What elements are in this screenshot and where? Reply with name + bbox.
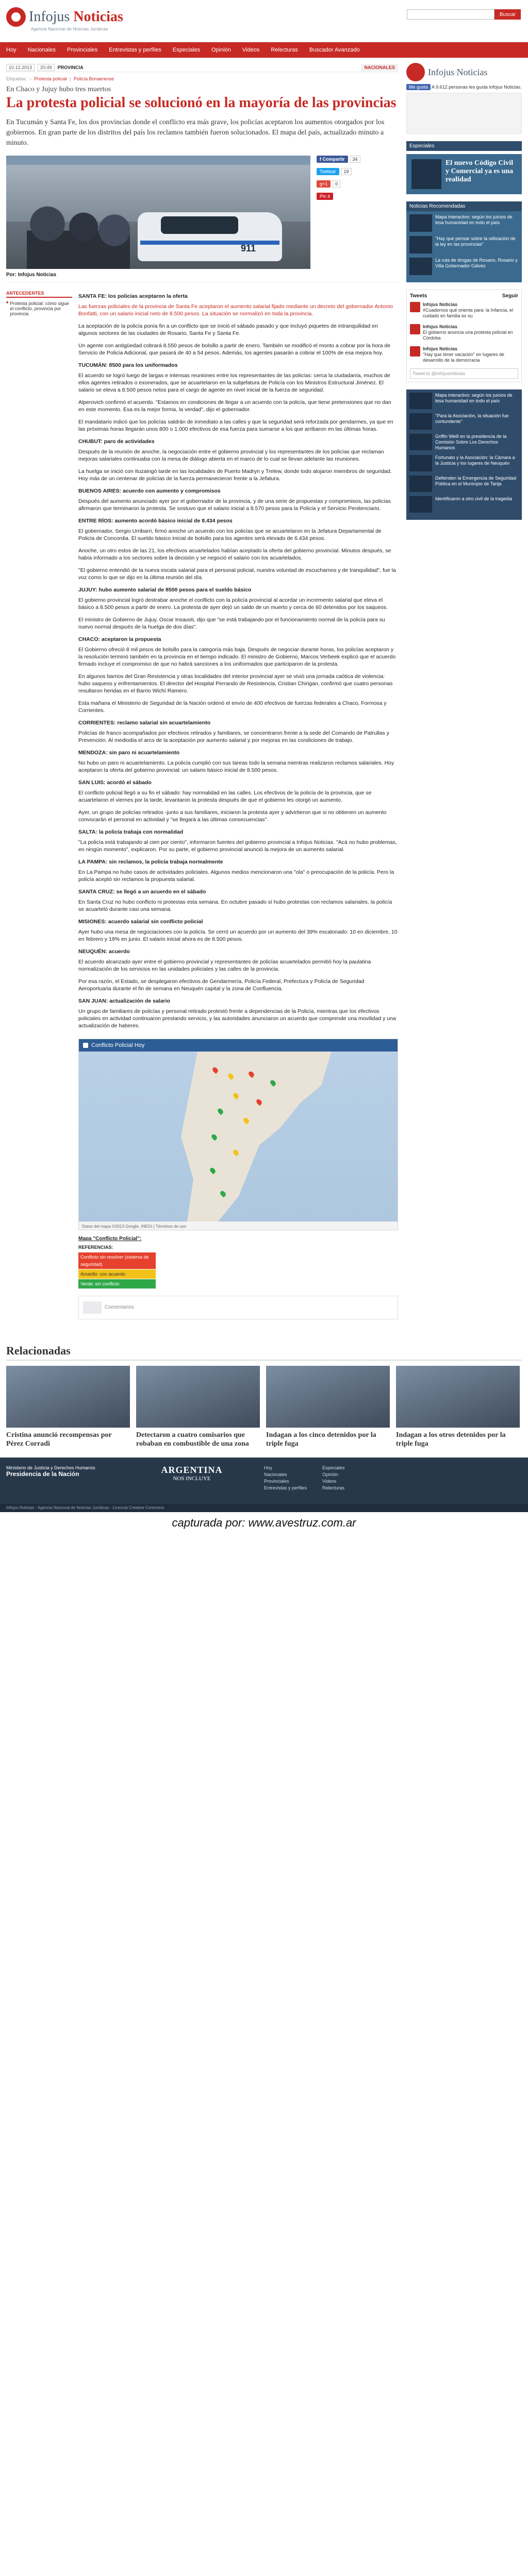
sidebar-news-item[interactable]: "Para la Asociación, la situación fue contundente": [409, 413, 519, 430]
like-text: A 9.612 personas les gusta Infojus Noticias.: [432, 84, 522, 90]
tag-link[interactable]: Protesta policial: [34, 76, 67, 81]
tweet[interactable]: Infojus Noticias #Cuadernos qué orienta para: la Infancia, el cuidado en familia es su: [410, 302, 518, 319]
logo-subtitle: Agencia Nacional de Noticias Jurídicas: [31, 27, 108, 31]
site-header: [0, 0, 528, 42]
article-subhead: JUJUY: hubo aumento salarial de 8500 pesos para el sueldo básico: [78, 587, 252, 593]
facebook-share-button[interactable]: f Compartir: [317, 156, 348, 163]
nav-item-videos[interactable]: Videos: [242, 47, 260, 53]
map-footer: Datos del mapa ©2013 Google, INEGI | Términos de uso: [79, 1222, 398, 1230]
recomendadas-list: [406, 211, 522, 282]
related-card[interactable]: Detectaron a cuatro comisarios que robaban en combustible de una zona: [136, 1366, 260, 1448]
tweets-heading: Tweets: [410, 293, 427, 299]
recomendada-item[interactable]: La ruta de drogas de Rosario, Rosario y Villa Gobernador Gálvez: [409, 258, 519, 275]
site-logo[interactable]: [6, 7, 123, 27]
article-subhead: SAN LUIS: acordó el sábado: [78, 779, 152, 786]
article-paragraph: Después del aumento anunciado ayer por el gobernador de la provincia, y de una serie de propuestas y compromisos, las policías afirmaron que terminaron la protesta. Se sostuvo que el salario inicial a 8.570 pesos para la Policía y el Servicio Penitenciario.: [78, 498, 391, 512]
article-paragraph: El Gobierno ofreció 8 mil pesos de bolsillo para la categoría más baja. Después de negociar durante horas, los policías aceptaron y la resolución terminó también en la provincia en el tiempo indicado. El ministro de Gobierno, Marcos Verbeek explicó que el acuerdo firmado incluye el compromiso de que no habrá sanciones a los uniformados que participaron de la protesta.: [78, 647, 396, 667]
article-time: 20:49: [38, 64, 55, 71]
related-image: [266, 1366, 390, 1428]
especiales-heading: Especiales: [406, 141, 522, 151]
article-body-row: [6, 291, 398, 1330]
sidebar-brand-name: Infojus Noticias: [428, 67, 488, 77]
facebook-like: [406, 84, 522, 90]
article-paragraph: "El gobierno entendió de la nueva escala salarial para el personal policial, nuestra voluntad de escucharnos y de tranquilidad", fue la voz como lo que se dijo en la última reunión del día.: [78, 567, 396, 581]
article-subhead: LA PAMPA: sin reclamos, la policía trabaja normalmente: [78, 859, 223, 865]
recomendada-thumb: [409, 236, 432, 253]
search-input[interactable]: [407, 9, 494, 20]
gplus-count: 0: [333, 180, 340, 188]
article-paragraph[interactable]: Las fuerzas policiales de la provincia de Santa Fe aceptaron el aumento salarial fijado mediante un decreto del gobernador Antonio Bonfatti, con un salario inicial neto de 8.500 pesos. La situación se normalizó en toda la provincia.: [78, 303, 393, 317]
legend-item-yellow: Amarillo: con acuerdo: [78, 1269, 156, 1279]
tweet-avatar: [410, 346, 420, 357]
footer-ministry-name: Ministerio de Justicia y Derechos Humanos: [6, 1465, 95, 1470]
recomendadas-heading: Noticias Recomendadas: [406, 201, 522, 211]
map-title: Conflicto Policial Hoy: [91, 1042, 145, 1048]
article-paragraph: La huelga se inició con Ituzaingó tarde en las localidades de Puerto Madryn y Trelew, donde todo alojaron miembros de seguridad. Hoy más de un centenar de policías de la fuerza permanecieron frente a la Jefatura.: [78, 468, 392, 482]
article-paragraph: No hubo un paro ni acuartelamiento. La policía cumplió con sus tareas todo la semana mientras realizaron reclamos salariales. Hoy aceptaron la oferta del gobierno provincial: un salario básico inicial de 8.500 pesos.: [78, 760, 394, 773]
article-subhead: SANTA FE: los policías aceptaron la oferta: [78, 293, 188, 299]
sidebar-news-item[interactable]: Identificaron a otro civil de la tragedia: [409, 496, 519, 513]
logo-icon: [6, 7, 26, 27]
article-subhead: NEUQUÉN: acuerdo: [78, 948, 130, 955]
map-icon: [83, 1043, 88, 1048]
nav-item-buscador[interactable]: Buscador Avanzado: [309, 47, 360, 53]
footer-ministry: [6, 1465, 120, 1497]
comments-label: Comentarios: [105, 1304, 134, 1310]
nav-item-provinciales[interactable]: Provinciales: [67, 47, 98, 53]
tweet-count: 19: [341, 168, 352, 175]
article-subhead: MISIONES: acuerdo salarial sin conflicto policial: [78, 919, 203, 925]
article-credit: Por: Infojus Noticias: [6, 272, 398, 282]
tweet[interactable]: Infojus Noticias "Hay que tener vacación" en lugares de desarrollo de la democracia: [410, 346, 518, 363]
article-subhead: CORRIENTES: reclamo salarial sin acuartelamiento: [78, 720, 211, 726]
article-subhead: MENDOZA: sin paro ni acuartelamiento: [78, 750, 180, 756]
sidebar-news-item[interactable]: Mapa interactivo: según los juicios de lesa humanidad en todo el país: [409, 393, 519, 409]
section-tag[interactable]: PROVINCIA: [57, 64, 84, 70]
news-thumb: [409, 496, 432, 513]
article-paragraph: El conflicto policial llegó a su fin el sábado: hay normalidad en las calles. Los efectivos de la policía de la provincia, que se acuartelaron el viernes por la tarde, levantaron la protesta después de que el gobierno les otorgó un aumento.: [78, 790, 372, 803]
article-paragraph: El ministro de Gobierno de Jujuy, Oscar Insausti, dijo que "se está trabajando por el funcionamiento normal de la policía para su nuevo normal después de la huelga de dos días".: [78, 617, 385, 630]
news-thumb: [409, 434, 432, 450]
tags-breadcrumb: Etiquetas: › Protesta policial | Policía Bonaerense: [6, 76, 114, 81]
article-subhead: ENTRE RÍOS: aumento acordó básico inicial de 8.434 pesos: [78, 518, 233, 524]
nav-item-hoy[interactable]: Hoy: [6, 47, 16, 53]
article-date: 10.12.2013: [6, 64, 35, 71]
section-right-tag[interactable]: NACIONALES: [361, 64, 398, 71]
tweets-widget: [406, 290, 522, 382]
tags-label: Etiquetas:: [6, 76, 27, 81]
sidebar-news-item[interactable]: Fortunato y la Asociación: la Cámara a la Justicia y los lugares de Neuquén: [409, 455, 519, 471]
antecedentes-box: [6, 291, 72, 1330]
article-subhead: SAN JUAN: actualización de salario: [78, 998, 170, 1004]
map-canvas[interactable]: [79, 1052, 398, 1222]
article-paragraph: El gobernador, Sergio Urribarri, firmó anoche un acuerdo con los policías que se acuartelaron en la Jefatura Departamental de Policía de Concordia. El sueldo básico inicial de bolsillo para los agentes será elevado de 6.434 pesos.: [78, 528, 382, 541]
news-thumb: [409, 413, 432, 430]
related-card[interactable]: Indagan a los cinco detenidos por la triple fuga: [266, 1366, 390, 1448]
recomendada-item[interactable]: "Hay que pensar sobre la utilización de la ley en las provincias": [409, 236, 519, 253]
page-body: [0, 58, 528, 1330]
article-lead: En Tucumán y Santa Fe, los dos provincias donde el conflicto era más grave, los policías aceptaron los aumentos otorgados por los gobiernos. En gran parte de los distritos del país los reclamos también fueron solucionados. El mapa del país, actualizado minuto a minuto.: [6, 118, 385, 147]
legend-item-green: Verde: sin conflicto: [78, 1279, 156, 1289]
article-paragraph: Alperovich confirmó el acuerdo. "Estamos en condiciones de llegar a un acuerdo con la policía, que tiene pretensiones que no dan en este momento. Esa es la mejor forma, la verdad", dijo el gobernador.: [78, 399, 391, 413]
related-image: [136, 1366, 260, 1428]
tweet[interactable]: Infojus Noticias El gobierno anuncia una protesta policial en Córdoba: [410, 324, 518, 341]
photo-people: [27, 205, 130, 269]
article-paragraph: Esta mañana el Ministerio de Seguridad de la Nación ordenó el envío de 400 efectivos de fuerzas federales a Chaco, Formosa y Corrientes.: [78, 700, 387, 714]
related-card[interactable]: Cristina anunció recompensas por Pérez Corradi: [6, 1366, 130, 1448]
news-thumb: [409, 393, 432, 409]
footer-country: ARGENTINA: [161, 1465, 223, 1475]
especiales-thumb: [411, 159, 441, 189]
article-paragraph: Ayer, un grupo de policías retirados -junto a sus familiares, iniciaron la protesta ayer y advirtieron que si no obtienen un aumento convocarán el personal en actividad y "se llegará a las últimas consecuencias".: [78, 809, 387, 823]
googleplus-share-button[interactable]: g+1: [317, 180, 331, 188]
sidebar-logo-icon: [406, 63, 425, 81]
comment-avatar: [83, 1301, 102, 1314]
article-paragraph: El acuerdo alcanzado ayer entre el gobierno provincial y representantes de policías acuartelados permitió hoy la paulatina normalización de los servicios en las unidades policiales y las calles de la provincia.: [78, 959, 371, 972]
nav-item-entrevistas[interactable]: Entrevistas y perfiles: [109, 47, 161, 53]
photo-row: [6, 156, 398, 269]
map-legend-subtitle: REFERENCIAS:: [78, 1245, 113, 1250]
article-paragraph: Ayer hubo una mesa de negociaciones con la policía. Se cerró un acuerdo por un aumento del 39% escalonado: 10 en diciembre, 10 en febrero y 19% en junio. El salario inicial ahora es de 8.500 pesos.: [78, 929, 398, 942]
follow-button[interactable]: Seguir: [502, 293, 518, 299]
tweet-avatar: [410, 324, 420, 334]
article-kicker: En Chaco y Jujuy hubo tres muertos: [6, 86, 111, 93]
relacionadas-grid: [6, 1366, 522, 1448]
article-paragraph: El mandatario indicó que los policías saldrán de inmediato a las calles y que la seguridad será reforzada por gendarmes, ya que en las próximas horas llegarán unos 800 o 1.000 efectivos de esa fuerza para sumarse a los que arribaron en las últimas horas.: [78, 419, 393, 432]
search-button[interactable]: Buscar: [494, 9, 521, 20]
news-thumb: [409, 476, 432, 492]
photo-car-window: [161, 216, 238, 234]
recomendada-thumb: [409, 258, 432, 275]
article-subhead: TUCUMÁN: 8500 para los uniformados: [78, 362, 178, 368]
nav-item-opinion[interactable]: Opinión: [211, 47, 231, 53]
footer-link[interactable]: Hoy: [264, 1465, 273, 1470]
article-subhead: SALTA: la policía trabaja con normalidad: [78, 829, 184, 835]
date-bar: [6, 63, 398, 72]
tweet-avatar: [410, 302, 420, 312]
like-button[interactable]: Me gusta: [406, 84, 431, 90]
nav-item-relecturas[interactable]: Relecturas: [271, 47, 298, 53]
sidebar-news-list: [406, 389, 522, 520]
footer-presidency: Presidencia de la Nación: [6, 1470, 79, 1478]
footer-bottom: Infojus Noticias - Agencia Nacional de Noticias Jurídicas - Licencia Creative Commons: [0, 1504, 528, 1512]
facebook-faces: [406, 93, 522, 134]
article-paragraph: Un grupo de familiares de policías y personal retirado protestó frente a dependencias de la Policía, mientras que los efectivos policiales en actividad continuaron prestando servicio, y las autoridades anunciaron un acuerdo que comprende una movilidad y una actualización de haberes.: [78, 1008, 396, 1029]
twitter-share-button[interactable]: Twittear: [317, 168, 339, 175]
main-nav: [0, 42, 528, 58]
legend-item-red: Conflicto sin resolver (sistema de seguridad): [78, 1252, 156, 1269]
relacionadas-section: [0, 1344, 528, 1448]
logo-text: Infojus Noticias: [29, 9, 123, 25]
photo-car-number: 911: [241, 243, 256, 253]
article-paragraph: La aceptación de la policía ponía fin a un conflicto que se inició el sábado pasado y que incluyó piquetes de intranquilidad en algunos sectores de las ciudades de Rosario, Santa Fe y Santa Fe.: [78, 323, 378, 336]
footer-link[interactable]: Entrevistas y perfiles: [264, 1485, 307, 1490]
article-photo: [6, 156, 310, 269]
nav-item-especiales[interactable]: Especiales: [172, 47, 200, 53]
sidebar: [406, 63, 522, 1330]
article-paragraph: En algunos barrios del Gran Resistencia y otras localidades del interior provincial ayer se vivió una jornada caótica de violencia: hubo saqueos y enfrentamientos. El director del Hospital Perrando de Resistencia, Cristian Chirigan, confirmó que cuatro personas resultaron heridas en el Barrio Wichí Ramero.: [78, 673, 393, 694]
related-card[interactable]: Indagan a los otros detenidos por la triple fuga: [396, 1366, 520, 1448]
pinterest-share-button[interactable]: Pin it: [317, 193, 333, 200]
footer-argentina: [130, 1465, 254, 1497]
photo-car-stripe: [140, 241, 279, 245]
footer-link[interactable]: Especiales: [322, 1465, 345, 1470]
main-column: [6, 63, 398, 1330]
article-paragraph: "La policía está trabajando al cien por ciento", informaron fuentes del gobierno provincial a Infojus Noticias. "Acá no hubo problemas, en ningún momento", explicaron. Por su parte, el gobierno provincial anunció la mejora de un aumento salarial.: [78, 839, 397, 853]
article-paragraph: Después de la reunión de anoche, la negociación entre el gobierno provincial y los representantes de los policías que reclaman mejoras salariales continuaba con la mesa de diálogo abierta en el marco de lo cual se llevan adelante las reuniones.: [78, 449, 384, 462]
tweet-compose-input[interactable]: Tweet to @infojusnoticias: [410, 368, 518, 379]
article-subhead: CHUBUT: paro de actividades: [78, 438, 155, 445]
article-subhead: BUENOS AIRES: acuerdo con aumento y compromisos: [78, 488, 221, 494]
header-search: [407, 9, 521, 20]
antecedentes-heading: ANTECEDENTES: [6, 291, 72, 298]
footer-links: [264, 1465, 345, 1497]
related-image: [6, 1366, 130, 1428]
capture-watermark: capturada por: www.avestruz.com.ar: [0, 1512, 528, 1533]
footer-link[interactable]: Nacionales: [264, 1472, 287, 1477]
article-body: [78, 291, 398, 1330]
especiales-title: El nuevo Código Civil y Comercial ya es una realidad: [446, 159, 514, 183]
article-paragraph: Policías de franco acompañados por efectivos retirados y familiares, se concentraron frente a la sede del Comando de Patrullas y Prevención. Al mediodía el arco de la aceptación por aumento salarial y por mejoras en las condiciones de trabajo.: [78, 730, 389, 743]
article-paragraph: El acuerdo se logró luego de largas e intensas reuniones entre los representantes de las policías: cerca la ciudadanía, muchos de ellos agentes retirados o exonerados, que se acuartelaron en la subjefatura de Policía con los Ministros Estructural Jiménez. El salario se eleva a 8.500 pesos netos para el cargo de agente en nivel inicial de la fuerza de seguridad.: [78, 372, 390, 393]
tag-link[interactable]: Policía Bonaerense: [73, 76, 114, 81]
footer-link[interactable]: Relecturas: [322, 1485, 345, 1490]
map-legend-title: Mapa "Conflicto Policial":: [78, 1236, 142, 1242]
nav-item-nacionales[interactable]: Nacionales: [27, 47, 56, 53]
site-footer: [0, 1458, 528, 1504]
related-image: [396, 1366, 520, 1428]
article-paragraph: En La Pampa no hubo casos de actividades policiales. Algunos medios mencionaron una "ola" o preocupación de la policía. Pero la policía aceptó sin reclamos la propuesta salarial.: [78, 869, 394, 883]
footer-link[interactable]: Provinciales: [264, 1479, 289, 1484]
share-count: 34: [350, 156, 360, 163]
news-thumb: [409, 455, 432, 471]
sidebar-brand: [406, 63, 522, 81]
sidebar-news-item[interactable]: Griffin Weill en la presidencia de la Comisión Sobre Los Derechos Humanos: [409, 434, 519, 451]
comments-box[interactable]: [78, 1296, 398, 1319]
article-paragraph: En Santa Cruz no hubo conflicto ni protestas esta semana. En octubre pasado sí hubo protestas con reclamos salariales, la policía se acuarteló durante casi una semana.: [78, 899, 392, 912]
map-header: [79, 1039, 398, 1052]
article-subhead: CHACO: aceptaron la propuesta: [78, 636, 161, 642]
share-column: [317, 156, 398, 269]
antecedentes-link[interactable]: ■ Protesta policial: cómo sigue el conflicto, provincia por provincia: [6, 301, 72, 316]
relacionadas-heading: Relacionadas: [6, 1344, 522, 1361]
article-paragraph: Por esa razón, el Estado, se desplegaron efectivos de Gendarmería, Policía Federal, Prefectura y Policía de Seguridad Aeroportuaria durante el fin de semana en Neuquén capital y la zona de Confluencia.: [78, 978, 365, 992]
article-paragraph: Anoche, un otro estos de las 21, los efectivos acuartelados habían aceptado la oferta del gobierno provincial. Minutos después, se había informado a los sectores sobre la decisión y se negoció el salario con los acuartelados.: [78, 548, 391, 561]
recomendada-item[interactable]: Mapa interactivo: según los juicios de lesa humanidad en todo el país: [409, 214, 519, 232]
conflict-map[interactable]: [78, 1039, 398, 1230]
footer-link[interactable]: Opinión: [322, 1472, 339, 1477]
footer-link[interactable]: Videos: [322, 1479, 337, 1484]
footer-motto: NOS INCLUYE: [173, 1476, 211, 1482]
especiales-card[interactable]: [406, 154, 522, 194]
recomendada-thumb: [409, 214, 432, 232]
sidebar-news-item[interactable]: Defienden la Emergencia de Seguridad Pública en el Municipio de Tarija: [409, 476, 519, 492]
article-headline: La protesta policial se solucionó en la mayoría de las provincias: [6, 95, 397, 111]
article-subhead: SANTA CRUZ: se llegó a un acuerdo en el sábado: [78, 889, 206, 895]
article-paragraph: Un agente con antigüedad cobrará 8.550 pesos de bolsillo a partir de enero. También se modificó el monto a cobrar por la hora de Servicio de Policía Adicional, que pasará de 40 a 54 pesos. Además, los agentes pasarán a cobrar el 100% de esa mejora hoy.: [78, 343, 391, 356]
article-paragraph: El gobierno provincial logró destrabar anoche el conflicto con la policía provincial al acordar un incremento salarial que eleva el básico a 8.500 pesos a partir de enero. La protesta de ayer dejó un saldo de un muerto y cerca de 60 detenidos por los saqueos.: [78, 597, 388, 611]
